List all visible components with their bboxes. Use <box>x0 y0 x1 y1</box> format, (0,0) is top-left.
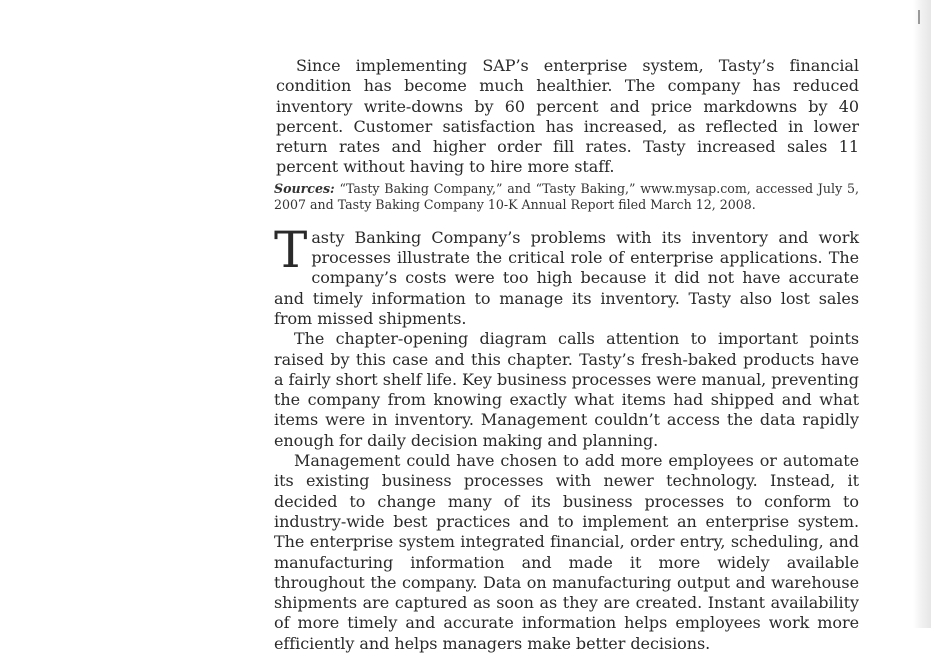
sources-text: “Tasty Baking Company,” and “Tasty Baking,” www.mysap.com, accessed July 5, 2007 and Tasty Baking Company 10-K Annual Report filed March 12, 2008. <box>274 180 859 213</box>
body-paragraph-2: The chapter-opening diagram calls attention to important points raised by this case and this chapter. Tasty’s fresh-baked products have a fairly short shelf life. Key business processes were manual, preventing the company from knowing exactly what items had shipped and what items were in inventory. Management couldn’t access the data rapidly enough for daily decision making and planning. <box>274 329 859 450</box>
sources-label: Sources: <box>274 180 335 196</box>
lead-paragraph <box>274 220 859 329</box>
body-paragraph-3: Management could have chosen to add more employees or automate its existing business processes with newer technology. Instead, it decided to change many of its business processes to conform to industry-wide best practices and to implement an enterprise system. The enterprise system integrated financial, order entry, scheduling, and manufacturing information and made it more widely available throughout the company. Data on manufacturing output and warehouse shipments are captured as soon as they are created. Instant availability of more timely and accurate information helps employees work more efficiently and helps managers make better decisions. <box>274 451 859 653</box>
page-edge-mark <box>918 10 920 24</box>
text-column <box>274 56 859 654</box>
lead-paragraph-text: asty Banking Company’s problems with its inventory and work processes illustrate the critical role of enterprise applications. The company’s costs were too high because it did not have accurate and timely information to manage its inventory. Tasty also lost sales from missed shipments. <box>274 227 859 328</box>
sources-note <box>274 181 859 214</box>
case-conclusion-paragraph: Since implementing SAP’s enterprise system, Tasty’s financial condition has become much healthier. The company has reduced inventory write-downs by 60 percent and price markdowns by 40 percent. Customer satisfaction has increased, as reflected in lower return rates and higher order fill rates. Tasty increased sales 11 percent without having to hire more staff. <box>276 56 859 177</box>
page-edge-shadow <box>913 0 931 628</box>
drop-cap: T <box>274 220 308 279</box>
